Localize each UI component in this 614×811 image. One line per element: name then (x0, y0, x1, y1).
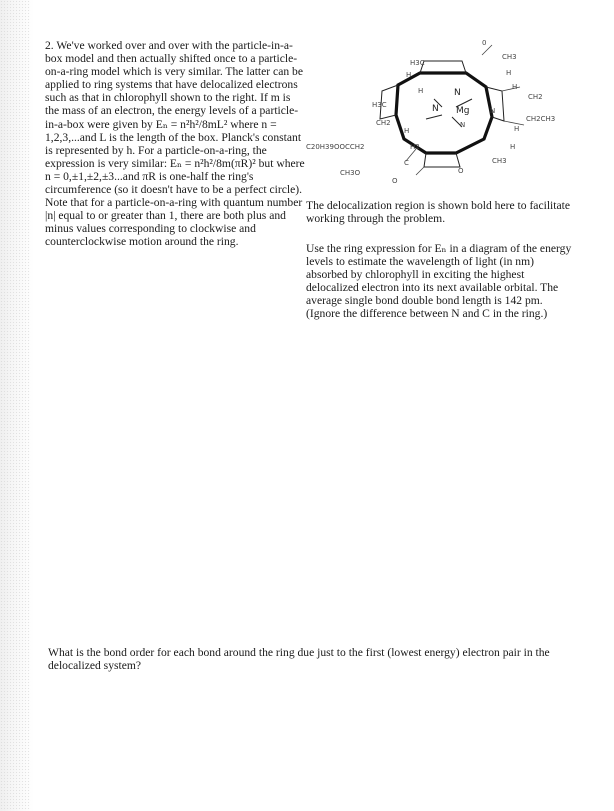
pyrrole-ring-bottom (424, 153, 460, 167)
label-o-bottom2: O (392, 177, 398, 185)
bond-order-question: What is the bond order for each bond around the ring due just to the first (lowest energy) electron pair in the delocalized system? (48, 646, 550, 673)
scan-edge-noise (0, 0, 30, 811)
label-h-right3: H (514, 125, 520, 133)
problem-number: 2. (45, 39, 54, 52)
label-h2-bottom: H2 (410, 143, 420, 151)
label-o-bottom1: O (458, 167, 464, 175)
problem-statement (45, 39, 307, 249)
label-h-left: H (404, 127, 410, 135)
label-mg: Mg (456, 106, 470, 116)
right-substituent-bond (502, 87, 520, 91)
problem-intro (45, 39, 307, 249)
pyrrole-ring-top (420, 61, 466, 73)
label-h-right1: H (506, 69, 512, 77)
label-n-top: N (454, 88, 461, 98)
label-ch3-bottom-right: CH3 (492, 157, 507, 165)
label-ch2-left: CH2 (376, 119, 391, 127)
label-h-top1: H (406, 71, 412, 79)
label-ch3-top-right: CH3 (502, 53, 517, 61)
label-n-left: N (432, 104, 439, 114)
label-c-bottom: C (404, 159, 409, 167)
label-ch2ch3-right: CH2CH3 (526, 115, 556, 123)
label-h-right2: H (512, 83, 518, 91)
figure-caption: The delocalization region is shown bold here to facilitate working through the problem. (306, 199, 570, 226)
problem-intro-text: We've worked over and over with the particle-in-a-box model and then actually shifted once to a particle-on-a-ring model which is very similar. The latter can be applied to ring systems that have delocalized electrons such as that in chlorophyll shown to the right. If m is the mass of an electron, the energy levels of a particle-in-a-box were given by Eₙ = n²h²/8mL² where n = 1,2,3,...and L is the length of the box. Planck's constant is represented by h. For a particle-on-a-ring, the expression is very similar: Eₙ = n²h²/8m(πR)² but where n = 0,±1,±2,±3...and πR is one-half the ring's circumference (so it doesn't have to be a perfect circle). Note that for a particle-on-a-ring with quantum number |n| equal to or greater than 1, there are both plus and minus values corresponding to clockwise and counterclockwise motion around the ring. (45, 39, 305, 249)
chlorophyll-structure-figure (306, 35, 576, 185)
delocalized-ring (396, 73, 492, 153)
label-n-bottom: N (460, 121, 466, 129)
task-instructions: Use the ring expression for Eₙ in a diagram of the energy levels to estimate the wavelength of light (in nm) absorbed by chlorophyll in exciting the highest delocalized electron into its next available orbital. The average single bond double bond length is 142 pm. (Ignore the difference between N and C in the ring.) (306, 242, 572, 321)
label-h3c-top: H3C (410, 59, 425, 67)
ester-bond (416, 167, 424, 175)
label-h-top2: H (418, 87, 424, 95)
mg-bond-4 (426, 115, 442, 119)
label-phytyl: C20H39OOCCH2 (306, 143, 365, 151)
label-h-bottom-right: H (510, 143, 516, 151)
label-ch2-right: CH2 (528, 93, 543, 101)
label-top-o: 0 (482, 39, 487, 47)
label-h3c-left: H3C (372, 101, 387, 109)
label-n-right: N (490, 107, 496, 115)
label-ch3o: CH3O (340, 169, 361, 177)
